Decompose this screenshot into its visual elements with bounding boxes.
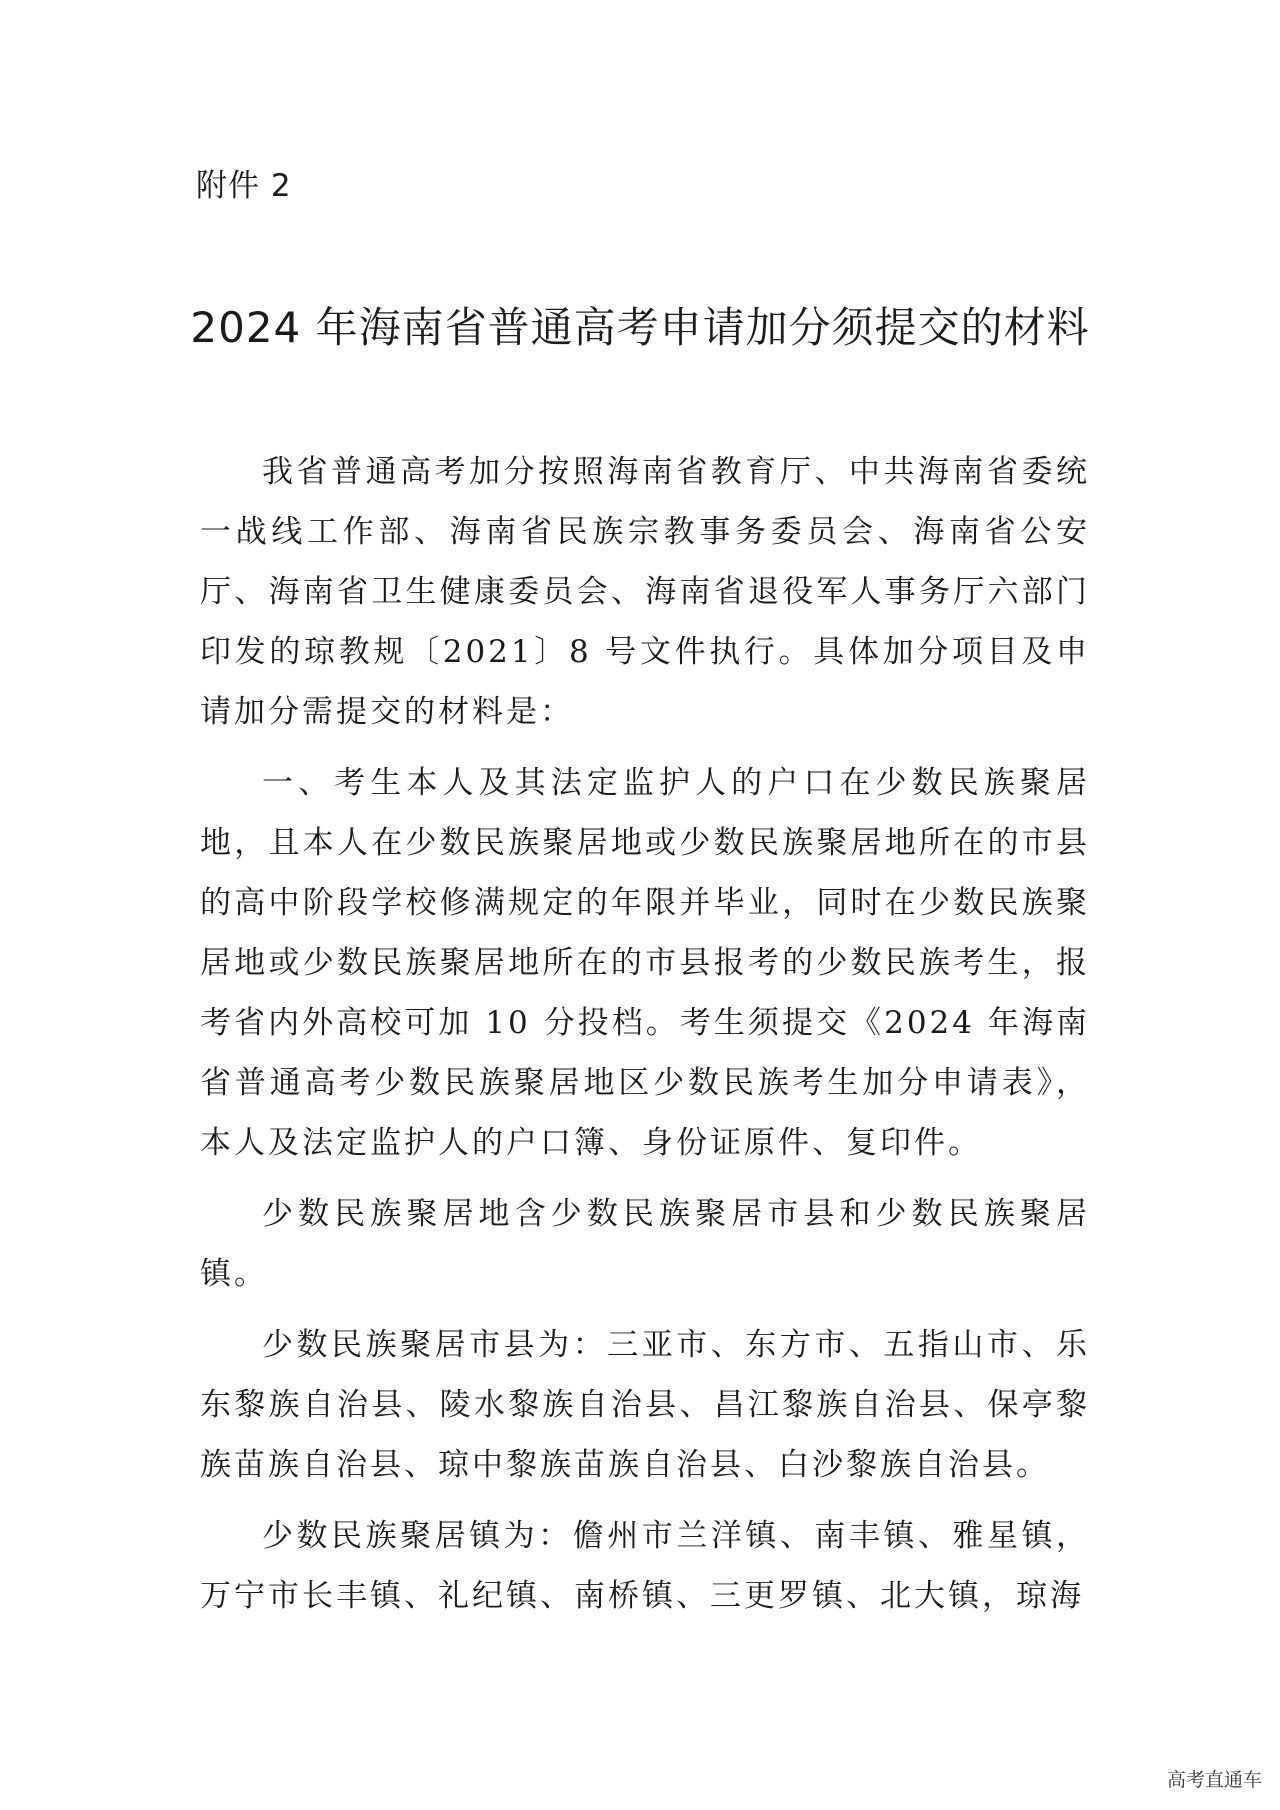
document-title: 2024 年海南省普通高考申请加分须提交的材料	[190, 303, 1090, 352]
paragraph-intro: 我省普通高考加分按照海南省教育厅、中共海南省委统一战线工作部、海南省民族宗教事务委员会、海南省公安厅、海南省卫生健康委员会、海南省退役军人事务厅六部门印发的琼教规〔2021〕8 号文件执行。具体加分项目及申请加分需提交的材料是：	[200, 454, 1090, 730]
paragraph-towns: 少数民族聚居镇为：儋州市兰洋镇、南丰镇、雅星镇，万宁市长丰镇、礼纪镇、南桥镇、三更罗镇、北大镇，琼海	[200, 1518, 1090, 1614]
paragraph-item-one: 一、考生本人及其法定监护人的户口在少数民族聚居地，且本人在少数民族聚居地或少数民族聚居地所在的市县的高中阶段学校修满规定的年限并毕业，同时在少数民族聚居地或少数民族聚居地所在的市县报考的少数民族考生，报考省内外高校可加 10 分投档。考生须提交《2024 年海南省普通高考少数民族聚居地区少数民族考生加分申请表》，本人及法定监护人的户口簿、身份证原件、复印件。	[200, 765, 1090, 1161]
document-body	[200, 442, 1090, 1637]
paragraph-definition: 少数民族聚居地含少数民族聚居市县和少数民族聚居镇。	[200, 1196, 1090, 1292]
paragraph-counties: 少数民族聚居市县为：三亚市、东方市、五指山市、乐东黎族自治县、陵水黎族自治县、昌江黎族自治县、保亭黎族苗族自治县、琼中黎族苗族自治县、白沙黎族自治县。	[200, 1327, 1090, 1483]
attachment-label: 附件 2	[196, 168, 292, 204]
watermark-text: 高考直通车	[1166, 1769, 1262, 1791]
